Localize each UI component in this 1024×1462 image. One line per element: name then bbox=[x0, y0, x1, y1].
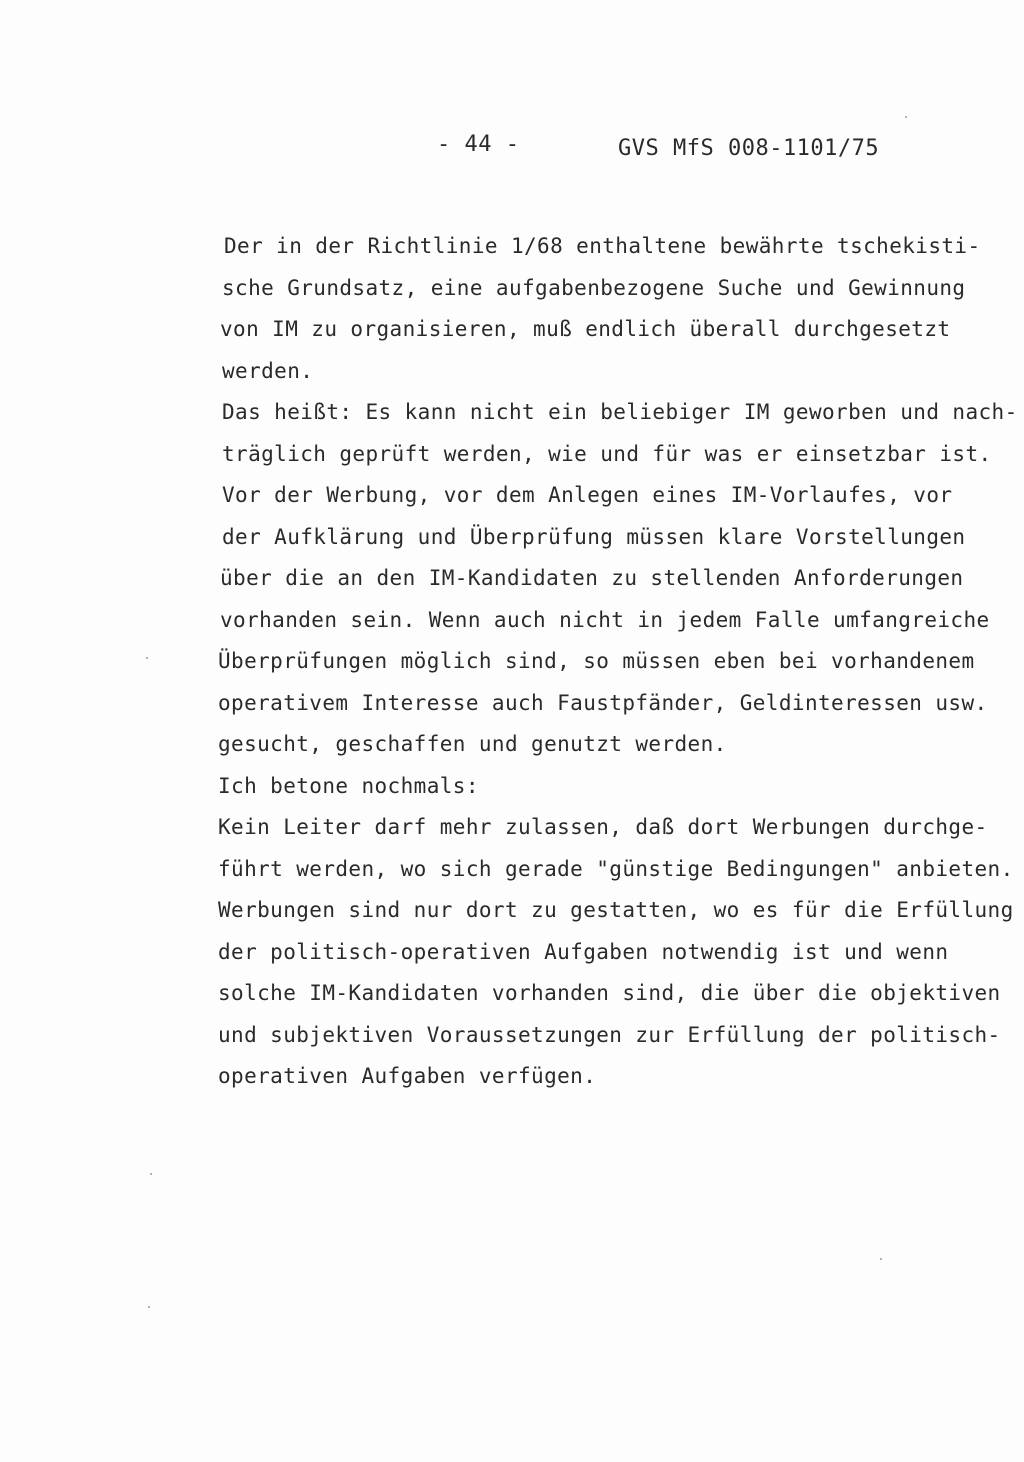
page-number: - 44 - bbox=[437, 132, 520, 157]
text-line: Vor der Werbung, vor dem Anlegen eines IM-Vorlaufes, vor bbox=[222, 483, 953, 507]
text-line: operativen Aufgaben verfügen. bbox=[218, 1064, 597, 1088]
scan-speck bbox=[148, 1306, 150, 1308]
text-line: Der in der Richtlinie 1/68 enthaltene bewährte tschekisti- bbox=[224, 234, 981, 258]
scan-speck bbox=[146, 657, 148, 659]
text-line: von IM zu organisieren, muß endlich überall durchgesetzt bbox=[220, 317, 951, 341]
text-line: operativem Interesse auch Faustpfänder, Geldinteressen usw. bbox=[218, 690, 988, 715]
scan-speck bbox=[150, 1173, 152, 1175]
text-line: der Aufklärung und Überprüfung müssen klare Vorstellungen bbox=[222, 524, 966, 549]
page-header bbox=[0, 128, 1024, 168]
text-line: vorhanden sein. Wenn auch nicht in jedem Falle umfangreiche bbox=[220, 607, 990, 632]
text-line: Überprüfungen möglich sind, so müssen eben bei vorhandenem bbox=[218, 649, 975, 673]
text-line: Kein Leiter darf mehr zulassen, daß dort Werbungen durchge- bbox=[218, 815, 988, 839]
text-line: über die an den IM-Kandidaten zu stellenden Anforderungen bbox=[220, 566, 964, 590]
text-line: Das heißt: Es kann nicht ein beliebiger IM geworben und nach- bbox=[222, 400, 1018, 424]
text-line: solche IM-Kandidaten vorhanden sind, die über die objektiven bbox=[218, 981, 1001, 1005]
text-line: Ich betone nochmals: bbox=[218, 773, 479, 798]
body-text bbox=[218, 226, 1018, 1098]
text-line: werden. bbox=[222, 358, 314, 383]
text-line: führt werden, wo sich gerade "günstige Bedingungen" anbieten. bbox=[218, 856, 1014, 881]
text-line: träglich geprüft werden, wie und für was er einsetzbar ist. bbox=[222, 441, 992, 466]
text-line: Werbungen sind nur dort zu gestatten, wo es für die Erfüllung bbox=[218, 898, 1014, 922]
text-line: und subjektiven Voraussetzungen zur Erfüllung der politisch- bbox=[218, 1022, 1001, 1047]
scan-speck bbox=[880, 1258, 882, 1260]
text-line: der politisch-operativen Aufgaben notwendig ist und wenn bbox=[218, 939, 949, 964]
scan-speck bbox=[905, 116, 907, 118]
document-reference: GVS MfS 008-1101/75 bbox=[618, 136, 880, 161]
text-line: gesucht, geschaffen und genutzt werden. bbox=[218, 732, 727, 756]
text-line: sche Grundsatz, eine aufgabenbezogene Suche und Gewinnung bbox=[222, 275, 966, 300]
